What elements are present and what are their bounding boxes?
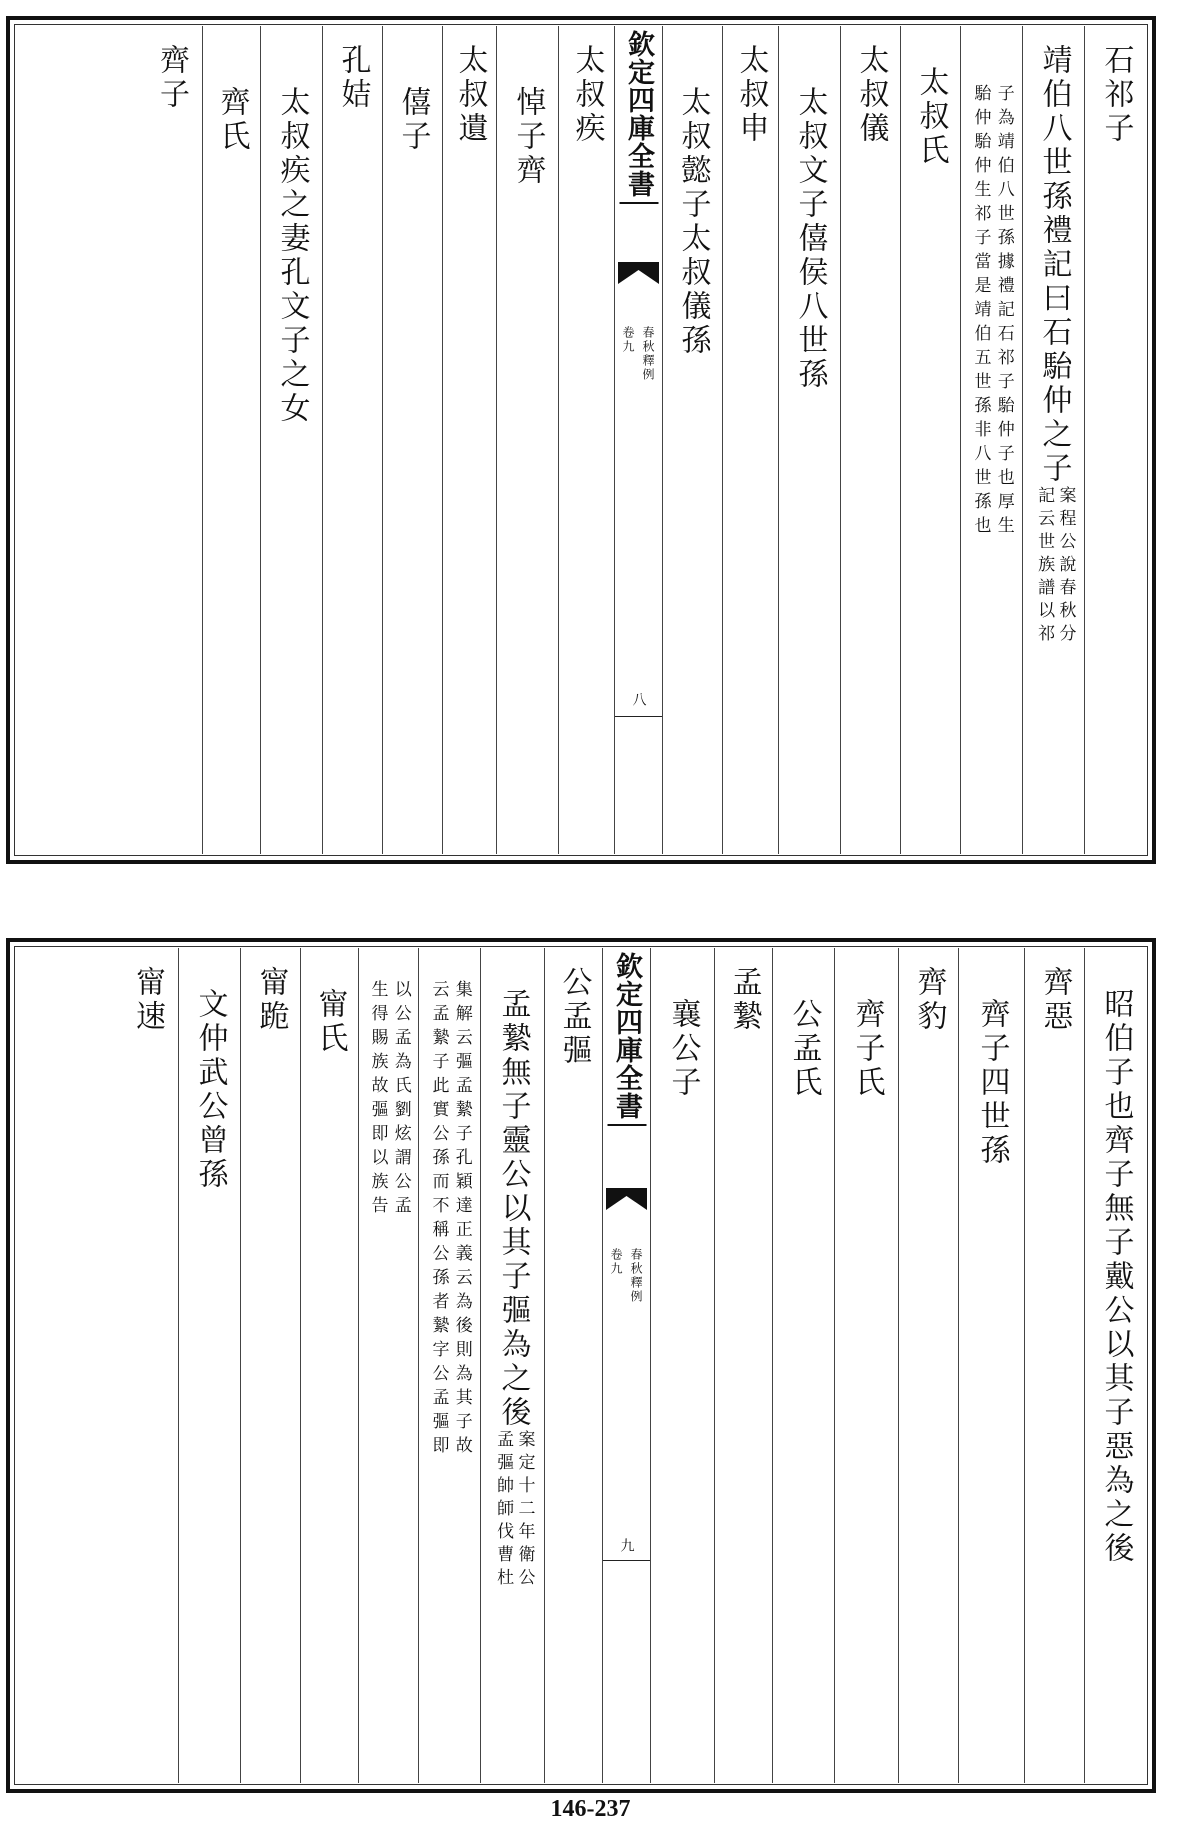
note-line: 記云世族譜以祁 — [1034, 486, 1055, 647]
note-line: 集解云彄孟縶子孔穎達正義云為後則為其子故 — [451, 980, 472, 1460]
commentary-note — [1034, 486, 1076, 647]
commentary-note — [359, 980, 418, 1220]
entry-heading: 太叔氏 — [913, 66, 949, 168]
bottom-col-10 — [480, 948, 544, 1783]
entry-heading: 太叔儀 — [853, 44, 889, 146]
top-col-1 — [1084, 26, 1146, 854]
entry-text: 悼子齊 — [510, 86, 546, 188]
entry-heading: 甯速 — [130, 966, 165, 1034]
entry-text-with-note — [1032, 44, 1076, 647]
entry-heading: 太叔遺 — [452, 44, 488, 146]
top-col-6 — [778, 26, 840, 854]
bottom-col-13 — [300, 948, 358, 1783]
entry-text: 靖伯八世孫禮記曰石駘仲之子 — [1036, 44, 1072, 486]
top-col-12 — [382, 26, 442, 854]
top-col-5 — [840, 26, 900, 854]
entry-heading: 太叔申 — [733, 44, 769, 146]
entry-heading: 石祁子 — [1098, 44, 1134, 146]
entry-heading: 齊子 — [154, 44, 189, 112]
bottom-col-9 — [544, 948, 602, 1783]
top-col-8 — [662, 26, 722, 854]
entry-heading: 孔姞 — [335, 44, 371, 112]
bottom-col-12 — [358, 948, 418, 1783]
entry-text: 昭伯子也齊子無子戴公以其子惡為之後 — [1098, 988, 1134, 1566]
entry-text: 齊子四世孫 — [974, 998, 1010, 1168]
entry-text: 孟縶無子靈公以其子彄為之後 — [495, 988, 531, 1430]
page-number: 146-237 — [550, 1796, 631, 1822]
top-col-16 — [140, 26, 202, 854]
entry-text: 太叔疾之妻孔文子之女 — [274, 86, 310, 426]
page-top — [6, 16, 1156, 864]
top-col-9 — [558, 26, 614, 854]
page-top-columns — [16, 26, 1146, 854]
note-line: 案定十二年衛公 — [514, 1430, 535, 1591]
entry-text: 文仲武公曾孫 — [192, 988, 228, 1192]
volume-number: 卷九 — [609, 1248, 623, 1276]
entry-heading: 齊惡 — [1037, 966, 1073, 1034]
top-col-15 — [202, 26, 260, 854]
note-line: 孟彄帥師伐曹杜 — [493, 1430, 514, 1591]
note-line: 子為靖伯八世孫據禮記石祁子駘仲子也厚生 — [993, 84, 1014, 540]
book-title: 春秋釋例 — [641, 326, 655, 382]
top-col-7 — [722, 26, 778, 854]
top-col-2 — [1022, 26, 1084, 854]
entry-text: 僖子 — [395, 86, 431, 154]
center-book-info — [608, 1248, 645, 1304]
top-col-3 — [960, 26, 1022, 854]
top-col-13 — [322, 26, 382, 854]
commentary-note — [493, 1430, 535, 1591]
entry-heading: 孟縶 — [726, 966, 762, 1034]
entry-text: 齊子氏 — [849, 998, 885, 1100]
entry-heading: 甯氏 — [312, 988, 348, 1056]
entry-text: 襄公子 — [665, 998, 701, 1100]
entry-heading: 太叔疾 — [569, 44, 605, 146]
note-line: 駘仲駘仲生祁子當是靖伯五世孫非八世孫也 — [970, 84, 991, 540]
page-bottom-columns — [16, 948, 1146, 1783]
note-line: 云孟縶子此實公孫而不稱公孫者縶字公孟彄即 — [428, 980, 449, 1460]
entry-heading: 公孟彄 — [556, 966, 592, 1068]
bottom-col-6 — [772, 948, 834, 1783]
bottom-col-15 — [178, 948, 240, 1783]
entry-text-with-note — [491, 988, 535, 1591]
bottom-col-4 — [898, 948, 958, 1783]
fish-tail-mark — [618, 262, 659, 284]
entry-text: 太叔懿子太叔儀孫 — [675, 86, 711, 358]
center-title: 欽定四庫全書 — [619, 30, 658, 204]
note-line: 以公孟為氏劉炫謂公孟 — [390, 980, 411, 1220]
bottom-col-3 — [958, 948, 1024, 1783]
folio-number: 八 — [630, 692, 647, 706]
entry-text: 太叔文子僖侯八世孫 — [792, 86, 828, 392]
bottom-col-5 — [834, 948, 898, 1783]
bottom-col-16 — [116, 948, 178, 1783]
book-title: 春秋釋例 — [629, 1248, 643, 1304]
bottom-col-14 — [240, 948, 300, 1783]
top-col-14 — [260, 26, 322, 854]
bottom-col-7 — [714, 948, 772, 1783]
commentary-note — [419, 980, 480, 1460]
fish-tail-mark — [606, 1188, 647, 1210]
top-col-11 — [442, 26, 496, 854]
bottom-col-8 — [650, 948, 714, 1783]
commentary-note — [961, 84, 1022, 540]
bottom-col-1 — [1084, 948, 1146, 1783]
center-book-info — [620, 326, 657, 382]
folio-number: 九 — [618, 1538, 635, 1552]
note-line: 案程公說春秋分 — [1055, 486, 1076, 647]
center-rule — [603, 1560, 650, 1561]
center-title: 欽定四庫全書 — [607, 952, 646, 1126]
top-col-4 — [900, 26, 960, 854]
volume-number: 卷九 — [621, 326, 635, 354]
bottom-col-2 — [1024, 948, 1084, 1783]
page-bottom — [6, 938, 1156, 1793]
entry-text: 齊氏 — [214, 86, 250, 154]
entry-text: 公孟氏 — [786, 998, 822, 1100]
entry-heading: 甯跪 — [253, 966, 289, 1034]
bottom-col-11 — [418, 948, 480, 1783]
entry-heading: 齊豹 — [911, 966, 947, 1034]
center-rule — [615, 716, 662, 717]
top-center-block — [614, 26, 662, 854]
bottom-center-block — [602, 948, 650, 1783]
note-line: 生得賜族故彄即以族告 — [367, 980, 388, 1220]
top-col-10 — [496, 26, 558, 854]
